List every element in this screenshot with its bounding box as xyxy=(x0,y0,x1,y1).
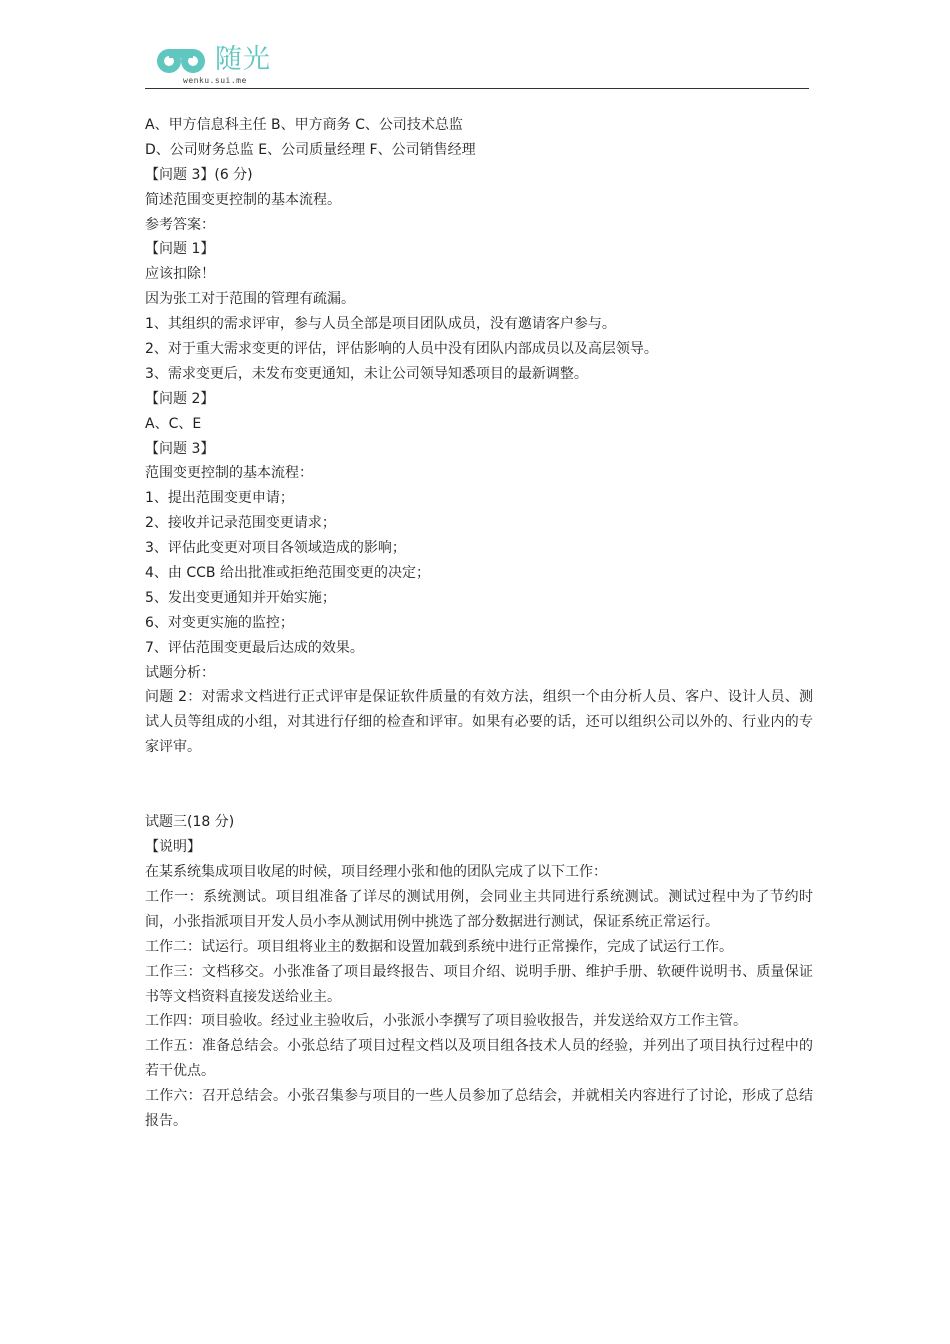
text-line: 7、评估范围变更最后达成的效果。 xyxy=(145,639,364,656)
text-line: 简述范围变更控制的基本流程。 xyxy=(145,191,341,208)
work-paragraph: 工作六：召开总结会。小张召集参与项目的一些人员参加了总结会，并就相关内容进行了讨论，形成了总结报告。 xyxy=(145,1088,813,1130)
text-line: 3、评估此变更对项目各领域造成的影响； xyxy=(145,540,406,557)
text-line: A、甲方信息科主任 B、甲方商务 C、公司技术总监 xyxy=(145,117,463,133)
section-intro: 在某系统集成项目收尾的时候，项目经理小张和他的团队完成了以下工作： xyxy=(145,863,607,880)
text-line: D、公司财务总监 E、公司质量经理 F、公司销售经理 xyxy=(145,141,476,158)
analysis-paragraph: 问题 2：对需求文档进行正式评审是保证软件质量的有效方法，组织一个由分析人员、客户、设计人员、测试人员等组成的小组，对其进行仔细的检查和评审。如果有必要的话，还可以组织公司以外的、行业内的专家评审。 xyxy=(145,689,813,756)
text-line: 参考答案： xyxy=(145,216,215,233)
text-line: 2、接收并记录范围变更请求； xyxy=(145,515,336,532)
work-paragraph: 工作三：文档移交。小张准备了项目最终报告、项目介绍、说明手册、维护手册、软硬件说明书、质量保证书等文档资料直接发送给业主。 xyxy=(145,963,813,1005)
text-line: 2、对于重大需求变更的评估，评估影响的人员中没有团队内部成员以及高层领导。 xyxy=(145,341,658,358)
work-paragraph: 工作一：系统测试。项目组准备了详尽的测试用例，会同业主共同进行系统测试。测试过程中为了节约时间，小张指派项目开发人员小李从测试用例中挑选了部分数据进行测试，保证系统正常运行。 xyxy=(145,888,813,930)
text-line: 【问题 2】 xyxy=(145,390,215,407)
logo-text: 随光 xyxy=(215,44,271,75)
text-line: 3、需求变更后，未发布变更通知，未让公司领导知悉项目的最新调整。 xyxy=(145,365,588,382)
work-paragraph: 工作二：试运行。项目组将业主的数据和设置加载到系统中进行正常操作，完成了试运行工作。 xyxy=(145,938,733,955)
text-line: 4、由 CCB 给出批准或拒绝范围变更的决定； xyxy=(145,565,430,582)
text-line: 1、提出范围变更申请； xyxy=(145,490,294,507)
text-line: 应该扣除！ xyxy=(145,266,215,283)
text-line: A、C、E xyxy=(145,415,202,432)
text-line: 【问题 3】 xyxy=(145,440,215,457)
section-gap xyxy=(145,760,813,810)
text-line: 【问题 3】(6 分) xyxy=(145,166,253,183)
text-line: 1、其组织的需求评审，参与人员全部是项目团队成员，没有邀请客户参与。 xyxy=(145,316,616,333)
text-line: 【问题 1】 xyxy=(145,241,215,258)
work-paragraph: 工作五：准备总结会。小张总结了项目过程文档以及项目组各技术人员的经验，并列出了项目执行过程中的若干优点。 xyxy=(145,1038,813,1080)
page-header xyxy=(145,40,809,89)
text-line: 试题分析： xyxy=(145,664,215,681)
text-line: 6、对变更实施的监控； xyxy=(145,614,294,631)
text-line: 范围变更控制的基本流程： xyxy=(145,465,313,482)
work-paragraph: 工作四：项目验收。经过业主验收后，小张派小李撰写了项目验收报告，并发送给双方工作主管。 xyxy=(145,1013,747,1030)
document-body xyxy=(145,113,813,1134)
text-line: 5、发出变更通知并开始实施； xyxy=(145,589,336,606)
logo xyxy=(155,42,295,86)
section-label: 【说明】 xyxy=(145,839,201,856)
logo-url: wenku.sui.me xyxy=(183,76,247,85)
logo-mark-icon xyxy=(155,46,211,76)
section-title: 试题三(18 分) xyxy=(145,814,235,831)
text-line: 因为张工对于范围的管理有疏漏。 xyxy=(145,291,355,308)
